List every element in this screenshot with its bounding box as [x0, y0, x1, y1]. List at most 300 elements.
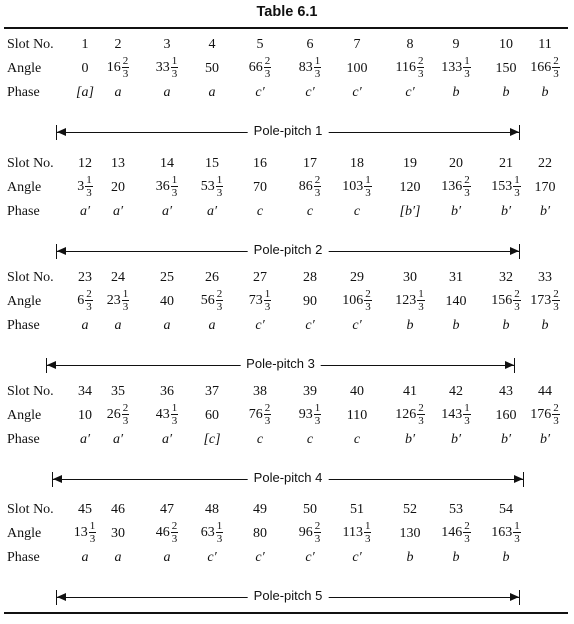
angle-cell: [515, 402, 574, 427]
slot-cell: 35: [111, 384, 125, 399]
angle-fraction: [264, 402, 272, 427]
angle-fraction: [417, 55, 425, 80]
fraction-denominator: 3: [464, 187, 470, 199]
angle-whole: 23: [106, 292, 121, 308]
phase-label: Phase: [7, 85, 40, 100]
fraction-numerator: 1: [216, 520, 223, 532]
pole-pitch-marker: [52, 472, 524, 486]
slot-label: Slot No.: [7, 156, 54, 171]
fraction-denominator: 3: [171, 415, 178, 427]
fraction-denominator: 3: [216, 301, 223, 313]
slot-cell: 18: [350, 156, 364, 171]
slot-cell: 37: [205, 384, 219, 399]
angle-value: [496, 61, 517, 77]
fraction-denominator: 3: [86, 187, 92, 199]
fraction-denominator: 3: [264, 301, 271, 313]
pole-pitch-label: Pole-pitch 4: [248, 470, 329, 485]
angle-whole: 136: [441, 178, 463, 194]
angle-value: [156, 520, 179, 545]
phase-cell: a′: [206, 204, 218, 219]
slot-cell: 47: [160, 502, 174, 517]
angle-fraction: [216, 288, 224, 313]
slot-cell: 21: [499, 156, 513, 171]
angle-value: [253, 526, 267, 542]
slot-cell: 23: [78, 270, 92, 285]
phase-cell: a: [163, 85, 171, 100]
angle-whole: 53: [200, 178, 215, 194]
angle-cell: [327, 174, 387, 199]
phase-cell: b: [502, 85, 510, 100]
angle-value: [111, 526, 125, 542]
phase-cell: c: [306, 204, 314, 219]
slot-cell: 22: [538, 156, 552, 171]
fraction-numerator: 2: [264, 55, 271, 67]
fraction-denominator: 3: [216, 187, 223, 199]
angle-fraction: [364, 174, 372, 199]
angle-whole: 26: [106, 406, 121, 422]
angle-value: [400, 526, 421, 542]
angle-cell: [327, 520, 387, 545]
pole-pitch-label: Pole-pitch 3: [240, 356, 321, 371]
fraction-denominator: 3: [86, 301, 92, 313]
arrow-left-icon: [47, 361, 56, 369]
angle-value: [491, 520, 521, 545]
angle-whole: 90: [303, 294, 317, 309]
pole-pitch-label: Pole-pitch 2: [248, 242, 329, 257]
phase-row: [0, 550, 574, 580]
angle-whole: 163: [491, 524, 513, 540]
phase-cell: c′: [255, 550, 265, 565]
fraction-denominator: 3: [553, 301, 559, 313]
fraction-numerator: 1: [464, 55, 470, 67]
phase-cell: a′: [161, 204, 173, 219]
angle-value: [395, 402, 425, 427]
fraction-denominator: 3: [417, 68, 424, 80]
fraction-denominator: 3: [171, 533, 178, 545]
phase-cell: a′: [79, 204, 91, 219]
phase-cell: [b′]: [399, 204, 421, 219]
phase-cell: b: [541, 85, 549, 100]
slot-cell: 27: [253, 270, 267, 285]
angle-whole: 86: [298, 178, 313, 194]
fraction-numerator: 1: [314, 55, 321, 67]
fraction-denominator: 3: [122, 415, 129, 427]
slot-cell: 1: [81, 37, 89, 52]
phase-cell: b: [502, 318, 510, 333]
slot-cell: 38: [253, 384, 267, 399]
angle-fraction: [364, 520, 372, 545]
slot-cell: 44: [538, 384, 552, 399]
slot-label: Slot No.: [7, 37, 54, 52]
pole-pitch-tick-right: [514, 358, 515, 373]
angle-whole: 46: [155, 524, 170, 540]
phase-cell: b: [502, 550, 510, 565]
slot-label: Slot No.: [7, 384, 54, 399]
angle-fraction: [122, 402, 130, 427]
angle-whole: 93: [298, 406, 313, 422]
angle-fraction: [122, 288, 130, 313]
fraction-denominator: 3: [514, 187, 520, 199]
angle-whole: 130: [399, 526, 421, 541]
fraction-denominator: 3: [365, 187, 371, 199]
angle-value: [201, 520, 224, 545]
fraction-denominator: 3: [418, 301, 424, 313]
angle-whole: 13: [73, 524, 88, 540]
phase-cell: a: [81, 318, 89, 333]
angle-value: [249, 288, 272, 313]
phase-cell: c′: [255, 318, 265, 333]
slot-cell: 19: [403, 156, 417, 171]
phase-cell: b: [406, 318, 414, 333]
angle-whole: 70: [253, 180, 267, 195]
phase-cell: b′: [450, 432, 462, 447]
angle-whole: 146: [441, 524, 463, 540]
angle-value: [530, 288, 560, 313]
angle-fraction: [552, 288, 560, 313]
pole-pitch-tick-right: [519, 590, 520, 605]
fraction-numerator: 2: [553, 55, 559, 67]
angle-value: [205, 61, 219, 77]
fraction-numerator: 1: [464, 402, 470, 414]
slot-cell: 25: [160, 270, 174, 285]
phase-cell: a: [114, 318, 122, 333]
angle-cell: [476, 520, 536, 545]
fraction-denominator: 3: [171, 68, 178, 80]
angle-label: Angle: [7, 180, 42, 195]
slot-cell: 30: [403, 270, 417, 285]
angle-fraction: [264, 288, 272, 313]
angle-fraction: [171, 55, 179, 80]
fraction-denominator: 3: [314, 533, 321, 545]
arrow-left-icon: [53, 475, 62, 483]
phase-cell: b: [452, 85, 460, 100]
pole-pitch-label: Pole-pitch 5: [248, 588, 329, 603]
phase-row: [0, 85, 574, 115]
angle-value: [156, 55, 179, 80]
angle-fraction: [171, 402, 179, 427]
phase-cell: b: [541, 318, 549, 333]
fraction-numerator: 2: [418, 402, 424, 414]
angle-whole: 73: [248, 292, 263, 308]
fraction-numerator: 1: [514, 520, 520, 532]
angle-value: [446, 294, 467, 310]
fraction-numerator: 2: [514, 288, 520, 300]
phase-cell: c: [353, 204, 361, 219]
angle-whole: 116: [395, 59, 416, 75]
angle-whole: 56: [200, 292, 215, 308]
angle-whole: 30: [111, 526, 125, 541]
angle-fraction: [216, 174, 224, 199]
angle-whole: 66: [248, 59, 263, 75]
slot-cell: 33: [538, 270, 552, 285]
slot-cell: 36: [160, 384, 174, 399]
angle-label: Angle: [7, 61, 42, 76]
fraction-numerator: 2: [464, 174, 470, 186]
slot-cell: 11: [538, 37, 552, 52]
angle-cell: [327, 402, 387, 424]
slot-cell: 41: [403, 384, 417, 399]
fraction-denominator: 3: [553, 415, 559, 427]
angle-whole: 96: [298, 524, 313, 540]
slot-cell: 40: [350, 384, 364, 399]
fraction-numerator: 2: [464, 520, 470, 532]
arrow-left-icon: [57, 128, 66, 136]
angle-whole: 156: [491, 292, 513, 308]
angle-value: [299, 174, 322, 199]
fraction-numerator: 1: [171, 174, 178, 186]
angle-value: [299, 55, 322, 80]
slot-cell: 52: [403, 502, 417, 517]
angle-cell: [515, 55, 574, 80]
fraction-denominator: 3: [314, 187, 321, 199]
slot-cell: 31: [449, 270, 463, 285]
angle-fraction: [264, 55, 272, 80]
fraction-denominator: 3: [553, 68, 559, 80]
fraction-numerator: 1: [171, 402, 178, 414]
slot-cell: 53: [449, 502, 463, 517]
fraction-numerator: 1: [364, 520, 371, 532]
fraction-numerator: 2: [553, 288, 559, 300]
fraction-denominator: 3: [514, 533, 520, 545]
fraction-denominator: 3: [264, 415, 271, 427]
phase-row: [0, 318, 574, 348]
phase-cell: b: [452, 318, 460, 333]
phase-row: [0, 204, 574, 234]
phase-cell: b′: [500, 432, 512, 447]
pole-pitch-marker: [46, 358, 515, 372]
angle-fraction: [216, 520, 224, 545]
fraction-numerator: 1: [365, 174, 371, 186]
angle-whole: 120: [399, 180, 421, 195]
slot-cell: 4: [208, 37, 216, 52]
angle-whole: 170: [534, 180, 556, 195]
slot-cell: 13: [111, 156, 125, 171]
slot-cell: 26: [205, 270, 219, 285]
angle-whole: 113: [342, 524, 363, 540]
phase-cell: a′: [112, 204, 124, 219]
slot-cell: 16: [253, 156, 267, 171]
angle-whole: 6: [77, 292, 85, 308]
angle-whole: 150: [495, 61, 517, 76]
slot-cell: 42: [449, 384, 463, 399]
fraction-denominator: 3: [365, 301, 371, 313]
angle-value: [535, 180, 556, 196]
fraction-numerator: 2: [314, 174, 321, 186]
slot-cell: 29: [350, 270, 364, 285]
phase-cell: c′: [305, 318, 315, 333]
angle-value: [107, 402, 130, 427]
phase-row: [0, 432, 574, 462]
phase-cell: a: [208, 318, 216, 333]
angle-value: [441, 174, 471, 199]
angle-fraction: [552, 55, 560, 80]
phase-cell: c: [256, 432, 264, 447]
fraction-denominator: 3: [464, 415, 470, 427]
pole-pitch-tick-right: [519, 244, 520, 259]
angle-whole: 80: [253, 526, 267, 541]
phase-cell: b′: [539, 204, 551, 219]
slot-cell: 6: [306, 37, 314, 52]
angle-value: [201, 174, 224, 199]
fraction-numerator: 2: [417, 55, 424, 67]
angle-value: [201, 288, 224, 313]
angle-fraction: [122, 55, 130, 80]
angle-whole: 133: [441, 59, 463, 75]
top-rule: [4, 27, 568, 29]
fraction-numerator: 1: [514, 174, 520, 186]
angle-value: [299, 520, 322, 545]
fraction-denominator: 3: [216, 533, 223, 545]
fraction-denominator: 3: [264, 68, 271, 80]
angle-value: [205, 408, 219, 424]
fraction-numerator: 1: [171, 55, 178, 67]
slot-cell: 17: [303, 156, 317, 171]
phase-label: Phase: [7, 318, 40, 333]
phase-cell: b: [406, 550, 414, 565]
angle-cell: [327, 288, 387, 313]
angle-whole: 83: [298, 59, 313, 75]
phase-cell: [c]: [203, 432, 221, 447]
angle-whole: 0: [81, 61, 89, 76]
phase-cell: c′: [305, 85, 315, 100]
angle-whole: 123: [395, 292, 417, 308]
angle-fraction: [463, 174, 471, 199]
angle-whole: 173: [530, 292, 552, 308]
angle-whole: 153: [491, 178, 513, 194]
slot-cell: 12: [78, 156, 92, 171]
angle-value: [156, 402, 179, 427]
angle-whole: 40: [160, 294, 174, 309]
fraction-numerator: 1: [418, 288, 424, 300]
angle-value: [299, 402, 322, 427]
angle-fraction: [364, 288, 372, 313]
slot-cell: 20: [449, 156, 463, 171]
slot-cell: 9: [452, 37, 460, 52]
slot-cell: 32: [499, 270, 513, 285]
fraction-numerator: 1: [216, 174, 223, 186]
angle-value: [396, 55, 425, 80]
pole-pitch-tick-right: [523, 472, 524, 487]
angle-whole: 160: [495, 408, 517, 423]
fraction-denominator: 3: [89, 533, 96, 545]
fraction-numerator: 2: [86, 288, 92, 300]
angle-whole: 33: [155, 59, 170, 75]
angle-value: [249, 402, 272, 427]
phase-cell: a: [114, 85, 122, 100]
angle-fraction: [552, 402, 560, 427]
phase-cell: a: [81, 550, 89, 565]
angle-value: [530, 55, 560, 80]
fraction-denominator: 3: [464, 68, 470, 80]
fraction-denominator: 3: [364, 533, 371, 545]
slot-label: Slot No.: [7, 270, 54, 285]
angle-value: [342, 174, 372, 199]
slot-cell: 8: [406, 37, 414, 52]
angle-label: Angle: [7, 294, 42, 309]
phase-cell: c′: [255, 85, 265, 100]
slot-cell: 15: [205, 156, 219, 171]
phase-label: Phase: [7, 550, 40, 565]
angle-value: [347, 408, 367, 424]
phase-cell: a: [114, 550, 122, 565]
phase-cell: c: [353, 432, 361, 447]
angle-fraction: [171, 520, 179, 545]
angle-whole: 166: [530, 59, 552, 75]
arrow-right-icon: [510, 247, 519, 255]
angle-value: [400, 180, 421, 196]
phase-cell: a′: [112, 432, 124, 447]
phase-label: Phase: [7, 432, 40, 447]
angle-value: [441, 55, 471, 80]
angle-whole: 140: [445, 294, 467, 309]
angle-value: [496, 408, 517, 424]
fraction-denominator: 3: [171, 187, 178, 199]
phase-cell: b′: [450, 204, 462, 219]
phase-cell: a: [163, 318, 171, 333]
fraction-denominator: 3: [314, 415, 321, 427]
phase-cell: [a]: [76, 85, 94, 100]
angle-whole: 60: [205, 408, 219, 423]
phase-cell: c′: [305, 550, 315, 565]
angle-label: Angle: [7, 408, 42, 423]
fraction-denominator: 3: [514, 301, 520, 313]
slot-cell: 28: [303, 270, 317, 285]
fraction-numerator: 2: [553, 402, 559, 414]
angle-whole: 106: [342, 292, 364, 308]
phase-cell: b′: [404, 432, 416, 447]
fraction-numerator: 2: [314, 520, 321, 532]
fraction-denominator: 3: [464, 533, 470, 545]
angle-whole: 103: [342, 178, 364, 194]
angle-label: Angle: [7, 526, 42, 541]
arrow-right-icon: [514, 475, 523, 483]
pole-pitch-marker: [56, 244, 520, 258]
slot-cell: 3: [163, 37, 171, 52]
slot-cell: 14: [160, 156, 174, 171]
angle-whole: 110: [346, 408, 368, 423]
bottom-rule: [4, 612, 568, 614]
angle-fraction: [314, 402, 322, 427]
slot-cell: 7: [353, 37, 361, 52]
slot-cell: 43: [499, 384, 513, 399]
fraction-denominator: 3: [122, 68, 129, 80]
phase-cell: a′: [79, 432, 91, 447]
slot-cell: 46: [111, 502, 125, 517]
angle-whole: 100: [346, 61, 368, 76]
arrow-left-icon: [57, 593, 66, 601]
fraction-numerator: 2: [122, 55, 129, 67]
angle-fraction: [513, 520, 521, 545]
angle-whole: 176: [530, 406, 552, 422]
phase-cell: a: [163, 550, 171, 565]
fraction-denominator: 3: [314, 68, 321, 80]
angle-whole: 126: [395, 406, 417, 422]
slot-cell: 51: [350, 502, 364, 517]
fraction-numerator: 1: [122, 288, 129, 300]
slot-cell: 39: [303, 384, 317, 399]
fraction-numerator: 2: [171, 520, 178, 532]
angle-value: [111, 180, 125, 196]
fraction-denominator: 3: [122, 301, 129, 313]
pole-pitch-label: Pole-pitch 1: [248, 123, 329, 138]
phase-cell: a′: [161, 432, 173, 447]
angle-value: [107, 55, 130, 80]
angle-whole: 36: [155, 178, 170, 194]
phase-cell: c′: [352, 85, 362, 100]
slot-cell: 34: [78, 384, 92, 399]
table-title: Table 6.1: [256, 4, 318, 20]
angle-fraction: [463, 55, 471, 80]
